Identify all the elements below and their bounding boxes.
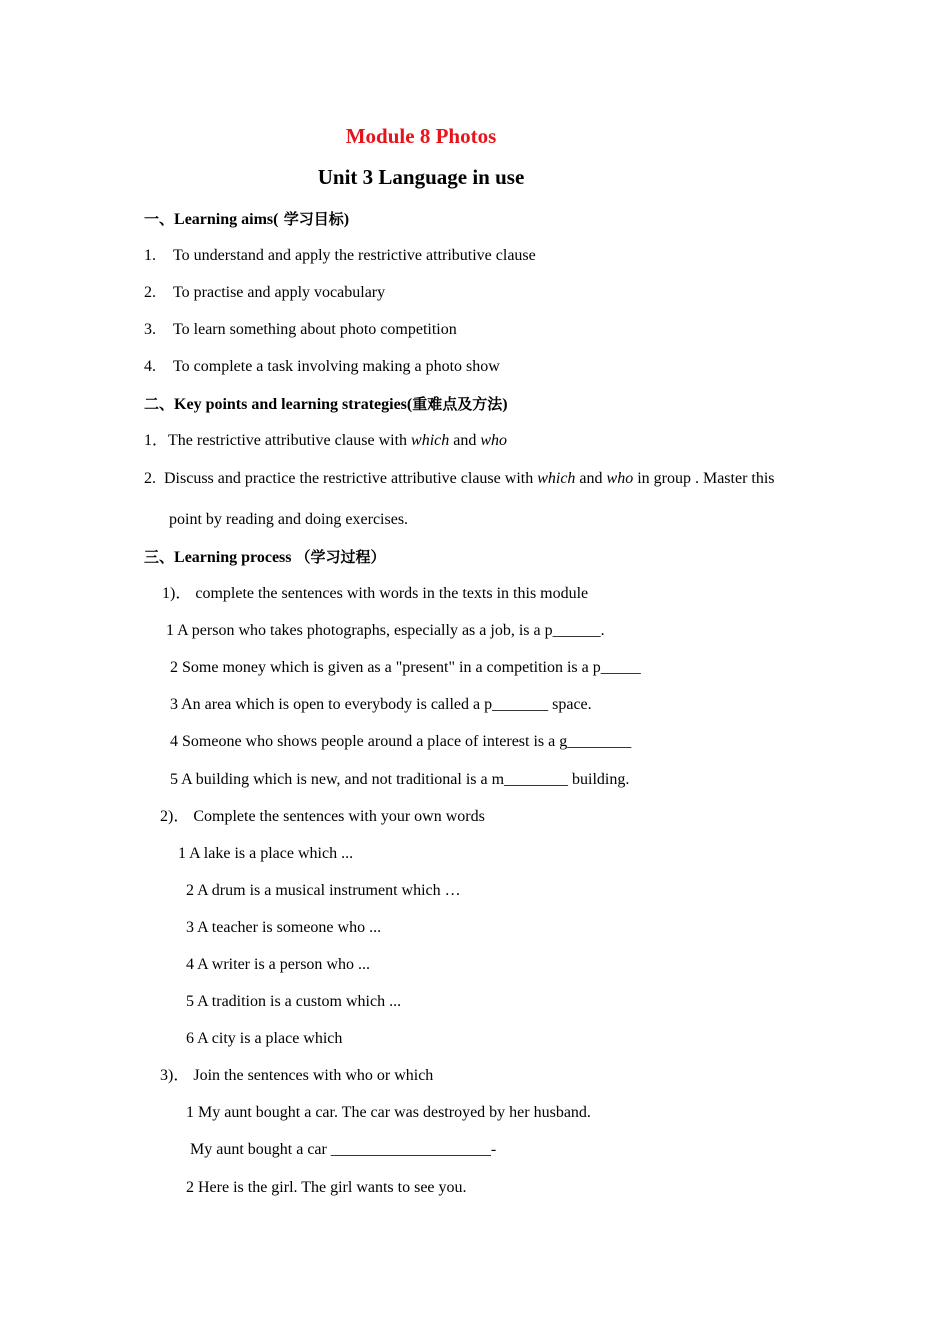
- unit-title: Unit 3 Language in use: [317, 165, 525, 189]
- exercise-item: My aunt bought a car ____________________-: [190, 1141, 497, 1158]
- exercise-heading-1: 1)． complete the sentences with words in the texts in this module: [162, 585, 589, 602]
- exercise-item: 1 A person who takes photographs, especially as a job, is a p______.: [166, 622, 605, 639]
- section-heading-process: 三、Learning process （学习过程）: [144, 548, 386, 566]
- exercise-item: 2 Some money which is given as a "present" in a competition is a p_____: [170, 659, 641, 676]
- exercise-item: 3 An area which is open to everybody is called a p_______ space.: [170, 696, 592, 713]
- section-heading-key-points: 二、Key points and learning strategies(重难点及方法): [144, 395, 508, 413]
- list-item: 4. To complete a task involving making a photo show: [144, 358, 500, 375]
- list-item: 3. To learn something about photo competition: [144, 321, 457, 338]
- list-item: 1．The restrictive attributive clause with which and who: [144, 432, 508, 449]
- exercise-item: 4 A writer is a person who ...: [186, 956, 370, 973]
- list-item-continuation: point by reading and doing exercises.: [169, 511, 409, 528]
- section-heading-aims: 一、Learning aims( 学习目标): [144, 210, 350, 228]
- exercise-item: 5 A tradition is a custom which ...: [186, 993, 402, 1010]
- list-item: 1. To understand and apply the restrictive attributive clause: [144, 247, 536, 264]
- exercise-item: 5 A building which is new, and not traditional is a m________ building.: [170, 771, 630, 788]
- exercise-item: 6 A city is a place which: [186, 1030, 343, 1047]
- exercise-heading-2: 2)． Complete the sentences with your own words: [160, 808, 485, 825]
- list-item: 2. To practise and apply vocabulary: [144, 284, 386, 301]
- exercise-item: 4 Someone who shows people around a place of interest is a g________: [170, 733, 632, 750]
- exercise-item: 2 A drum is a musical instrument which …: [186, 882, 461, 899]
- exercise-item: 3 A teacher is someone who ...: [186, 919, 382, 936]
- list-item: 2. Discuss and practice the restrictive attributive clause with which and who in group . Master this: [144, 470, 775, 487]
- exercise-item: 1 My aunt bought a car. The car was destroyed by her husband.: [186, 1104, 591, 1121]
- exercise-heading-3: 3)． Join the sentences with who or which: [160, 1067, 434, 1084]
- exercise-item: 2 Here is the girl. The girl wants to see you.: [186, 1179, 467, 1196]
- exercise-item: 1 A lake is a place which ...: [178, 845, 354, 862]
- module-title: Module 8 Photos: [345, 124, 497, 148]
